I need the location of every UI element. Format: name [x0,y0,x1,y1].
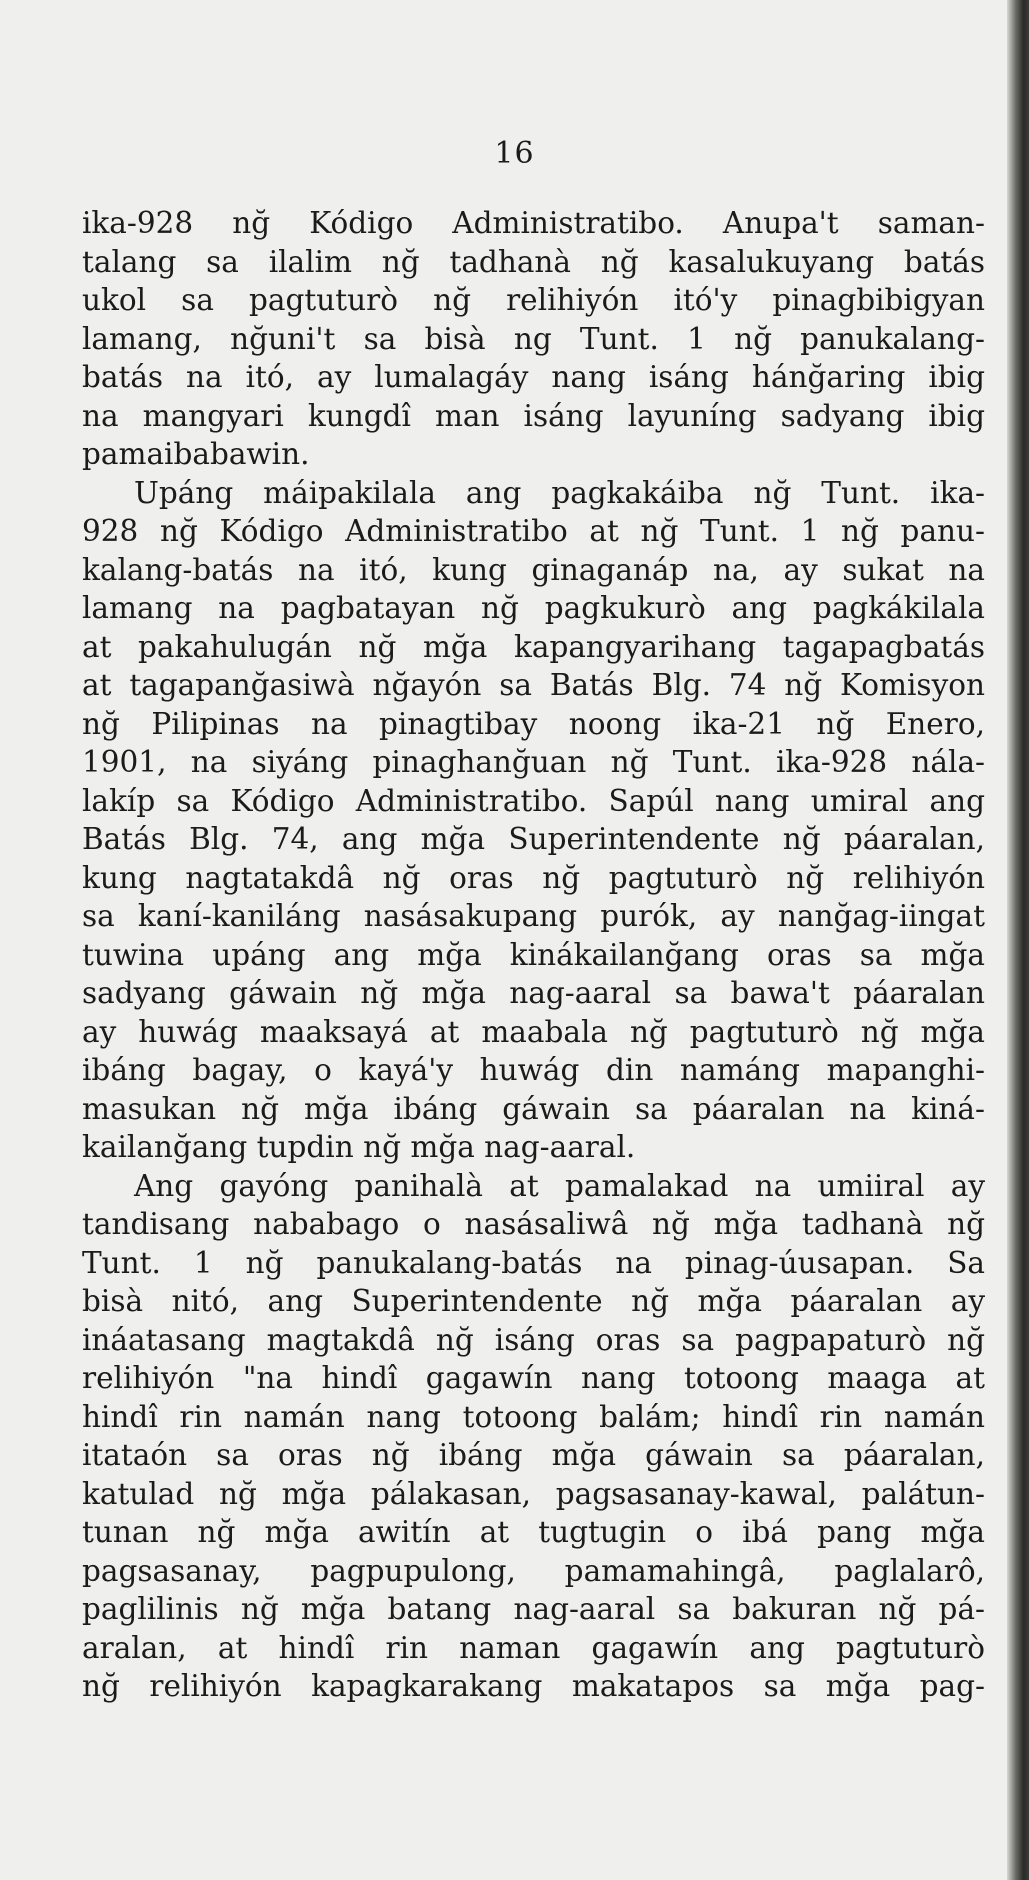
text-line: aralan, at hindî rin naman gagawín ang pagtuturò [82,1630,985,1665]
text-line: ika-928 nğ Kódigo Administratibo. Anupa't saman- [82,206,985,240]
text-line: talang sa ilalim nğ tadhanà nğ kasalukuyang batás [82,244,985,279]
text-line: sadyang gáwain nğ mğa nag-aaral sa bawa't páaralan [82,976,985,1010]
text-line: Tunt. 1 nğ panukalang-batás na pinag-úusapan. Sa [82,1245,985,1280]
text-line: masukan nğ mğa ibáng gáwain sa páaralan na kiná- [82,1091,985,1126]
text-line: Ang gayóng panihalà at pamalakad na umiiral ay [134,1168,985,1203]
text-line: itataón sa oras nğ ibáng mğa gáwain sa páaralan, [82,1438,985,1472]
text-line: Batás Blg. 74, ang mğa Superintendente nğ páaralan, [82,822,985,856]
text-line: ibáng bagay, o kayá'y huwág din namáng mapanghi- [82,1053,985,1087]
text-line: bisà nitó, ang Superintendente nğ mğa páaralan ay [82,1284,985,1318]
text-line: hindî rin namán nang totoong balám; hindî rin namán [82,1399,985,1434]
text-line: at pakahulugán nğ mğa kapangyarihang tagapagbatás [82,629,985,664]
text-line: kung nagtatakdâ nğ oras nğ pagtuturò nğ relihiyón [82,860,985,895]
text-line: Upáng máipakilala ang pagkakáiba nğ Tunt. ika- [134,475,985,510]
text-line: tunan nğ mğa awitín at tugtugin o ibá pang mğa [82,1515,985,1549]
text-line: sa kaní-kaniláng nasásakupang purók, ay nanğag-iingat [82,899,985,933]
text-line: pamaibabawin. [82,437,310,471]
body-text [82,204,985,1706]
text-line: pagsasanay, pagpupulong, pamamahingâ, paglalarô, [82,1553,985,1588]
text-line: batás na itó, ay lumalagáy nang isáng hánğaring ibig [82,360,985,394]
text-line: 1901, na siyáng pinaghanğuan nğ Tunt. ika-928 nála- [82,745,985,779]
page-number: 16 [494,136,535,171]
text-line: 928 nğ Kódigo Administratibo at nğ Tunt. 1 nğ panu- [82,514,985,548]
text-line: at tagapanğasiwà nğayón sa Batás Blg. 74 nğ Komisyon [82,668,985,702]
text-line: ináatasang magtakdâ nğ isáng oras sa pagpapaturò nğ [82,1322,985,1357]
text-line: ay huwág maaksayá at maabala nğ pagtuturò nğ mğa [82,1014,985,1049]
text-line: lamang, nğuni't sa bisà ng Tunt. 1 nğ panukalang- [82,321,985,356]
text-line: na mangyari kungdî man isáng layuníng sadyang ibig [82,398,985,433]
text-line: kalang-batás na itó, kung ginaganáp na, ay sukat na [82,552,985,587]
text-line: kailanğang tupdin nğ mğa nag-aaral. [82,1130,636,1164]
text-line: katulad nğ mğa pálakasan, pagsasanay-kawal, palátun- [82,1476,985,1511]
text-line: lakíp sa Kódigo Administratibo. Sapúl nang umiral ang [82,783,985,818]
text-line: relihiyón "na hindî gagawín nang totoong maaga at [82,1361,985,1395]
text-line: lamang na pagbatayan nğ pagkukurò ang pagkákilala [82,591,985,625]
text-line: nğ relihiyón kapagkarakang makatapos sa mğa pag- [82,1669,985,1703]
text-line: paglilinis nğ mğa batang nag-aaral sa bakuran nğ pá- [82,1592,985,1626]
text-line: nğ Pilipinas na pinagtibay noong ika-21 nğ Enero, [82,706,985,741]
text-line: ukol sa pagtuturò nğ relihiyón itó'y pinagbibigyan [82,283,985,317]
text-line: tandisang nababago o nasásaliwâ nğ mğa tadhanà nğ [82,1207,985,1241]
text-line: tuwina upáng ang mğa kinákailanğang oras sa mğa [82,937,985,972]
